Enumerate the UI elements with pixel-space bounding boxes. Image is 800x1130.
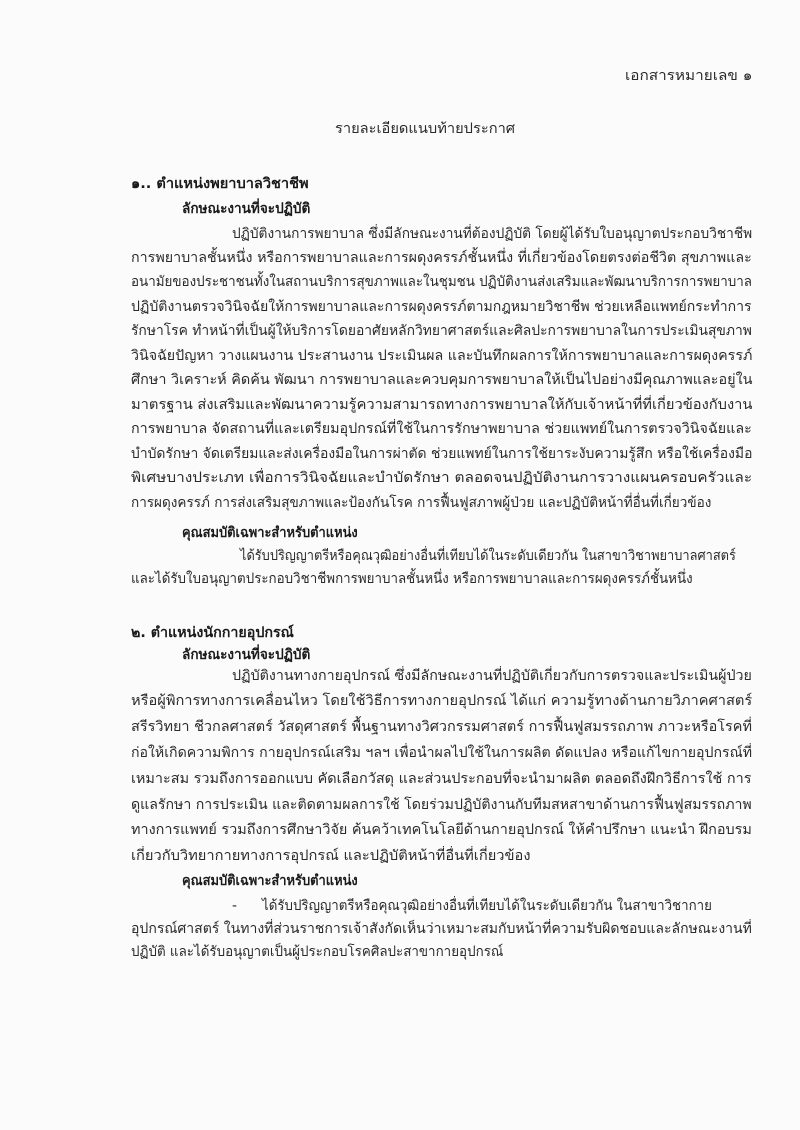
paragraph-line: ดูแลรักษา การประเมิน และติดตามผลการใช้ โดยร่วมปฏิบัติงานกับทีมสหสาขาด้านการฟื้นฟูสมรรถภาพ: [131, 797, 752, 813]
paragraph-line: และได้รับใบอนุญาตประกอบวิชาชีพการพยาบาลชั้นหนึ่ง หรือการพยาบาลและการผดุงครรภ์ชั้นหนึ่ง: [131, 571, 693, 587]
paragraph-line: ปฏิบัติ และได้รับอนุญาตเป็นผู้ประกอบโรคศิลปะสาขากายอุปกรณ์: [131, 944, 504, 960]
paragraph-line: ก่อให้เกิดความพิการ กายอุปกรณ์เสริม ฯลฯ เพื่อนำผลไปใช้ในการผลิต ดัดแปลง หรือแก้ไขกายอุปกรณ์ที่: [131, 745, 753, 761]
paragraph-line: บำบัดรักษา จัดเตรียมและส่งเครื่องมือในการผ่าตัด ช่วยแพทย์ในการใช้ยาระงับความรู้สึก หรือใช้เครื่องมือ: [131, 446, 753, 462]
paragraph-line: การผดุงครรภ์ การส่งเสริมสุขภาพและป้องกันโรค การฟื้นฟูสภาพผู้ป่วย และปฏิบัติหน้าที่อื่นที่เกี่ยวข้อง: [131, 495, 712, 511]
paragraph-line: ได้รับปริญญาตรีหรือคุณวุฒิอย่างอื่นที่เทียบได้ในระดับเดียวกัน ในสาขาวิชากาย: [262, 898, 712, 914]
paragraph-line: การพยาบาลชั้นหนึ่ง หรือการพยาบาลและการผดุงครรภ์ชั้นหนึ่ง ที่เกี่ยวข้องโดยตรงต่อชีวิต สุขภาพและ: [131, 250, 752, 266]
paragraph-line: อนามัยของประชาชนทั้งในสถานบริการสุขภาพและในชุมชน ปฏิบัติงานส่งเสริมและพัฒนาบริการการพยาบาล: [131, 274, 753, 290]
paragraph-line: ปฏิบัติงานการพยาบาล ซึ่งมีลักษณะงานที่ต้องปฏิบัติ โดยผู้ได้รับใบอนุญาตประกอบวิชาชีพ: [232, 226, 753, 242]
paragraph-line: เหมาะสม รวมถึงการออกแบบ คัดเลือกวัสดุ และส่วนประกอบที่จะนำมาผลิต ตลอดถึงฝึกวิธีการใช้ การ: [131, 771, 752, 787]
paragraph-line: สรีรวิทยา ชีวกลศาสตร์ วัสดุศาสตร์ พื้นฐานทางวิศวกรรมศาสตร์ การฟื้นฟูสมรรถภาพ ภาวะหรือโรคที่: [131, 719, 752, 735]
paragraph-line: อุปกรณ์ศาสตร์ ในทางที่ส่วนราชการเจ้าสังกัดเห็นว่าเหมาะสมกับหน้าที่ความรับผิดชอบและลักษณะงานที่: [131, 921, 752, 937]
bullet-dash: -: [232, 898, 238, 914]
paragraph-line: รักษาโรค ทำหน้าที่เป็นผู้ให้บริการโดยอาศัยหลักวิทยาศาสตร์และศิลปะการพยาบาลในการประเมินสุขภาพ: [131, 323, 752, 339]
paragraph-line: การพยาบาล จัดสถานที่และเตรียมอุปกรณ์ที่ใช้ในการรักษาพยาบาล ช่วยแพทย์ในการตรวจวินิจฉัยและ: [131, 421, 752, 437]
duties-heading: ลักษณะงานที่จะปฏิบัติ: [182, 647, 311, 663]
page-title: รายละเอียดแนบท้ายประกาศ: [335, 121, 516, 137]
section-heading: ๑.. ตำแหน่งพยาบาลวิชาชีพ: [131, 176, 309, 192]
paragraph-line: หรือผู้พิการทางการเคลื่อนไหว โดยใช้วิธีการทางกายอุปกรณ์ ได้แก่ ความรู้ทางด้านกายวิภาคศาสตร์: [131, 693, 753, 709]
paragraph-line: ปฏิบัติงานทางกายอุปกรณ์ ซึ่งมีลักษณะงานที่ปฏิบัติเกี่ยวกับการตรวจและประเมินผู้ป่วย: [232, 668, 752, 684]
duties-heading: ลักษณะงานที่จะปฏิบัติ: [182, 201, 311, 217]
section-heading: ๒. ตำแหน่งนักกายอุปกรณ์: [131, 625, 294, 641]
paragraph-line: วินิจฉัยปัญหา วางแผนงาน ประสานงาน ประเมินผล และบันทึกผลการให้การพยาบาลและการผดุงครรภ์: [131, 348, 753, 364]
document-number: เอกสารหมายเลข ๑: [625, 68, 753, 84]
paragraph-line: พิเศษบางประเภท เพื่อการวินิจฉัยและบำบัดรักษา ตลอดจนปฏิบัติงานการวางแผนครอบครัวและ: [131, 470, 753, 486]
qualification-heading: คุณสมบัติเฉพาะสำหรับตำแหน่ง: [182, 873, 358, 889]
paragraph-line: ได้รับปริญญาตรีหรือคุณวุฒิอย่างอื่นที่เทียบได้ในระดับเดียวกัน ในสาขาวิชาพยาบาลศาสตร์: [240, 548, 736, 564]
paragraph-line: เกี่ยวกับวิทยากายทางการอุปกรณ์ และปฏิบัติหน้าที่อื่นที่เกี่ยวข้อง: [131, 848, 531, 864]
paragraph-line: ทางการแพทย์ รวมถึงการศึกษาวิจัย ค้นคว้าเทคโนโลยีด้านกายอุปกรณ์ ให้คำปรึกษา แนะนำ ฝึกอบรม: [131, 822, 752, 838]
qualification-heading: คุณสมบัติเฉพาะสำหรับตำแหน่ง: [182, 525, 358, 541]
paragraph-line: ปฏิบัติงานตรวจวินิจฉัยให้การพยาบาลและการผดุงครรภ์ตามกฎหมายวิชาชีพ ช่วยเหลือแพทย์กระทำการ: [131, 299, 752, 315]
paragraph-line: มาตรฐาน ส่งเสริมและพัฒนาความรู้ความสามารถทางการพยาบาลให้กับเจ้าหน้าที่ที่เกี่ยวข้องกับงาน: [131, 397, 753, 413]
paragraph-line: ศึกษา วิเคราะห์ คิดค้น พัฒนา การพยาบาลและควบคุมการพยาบาลให้เป็นไปอย่างมีคุณภาพและอยู่ใน: [131, 372, 753, 388]
